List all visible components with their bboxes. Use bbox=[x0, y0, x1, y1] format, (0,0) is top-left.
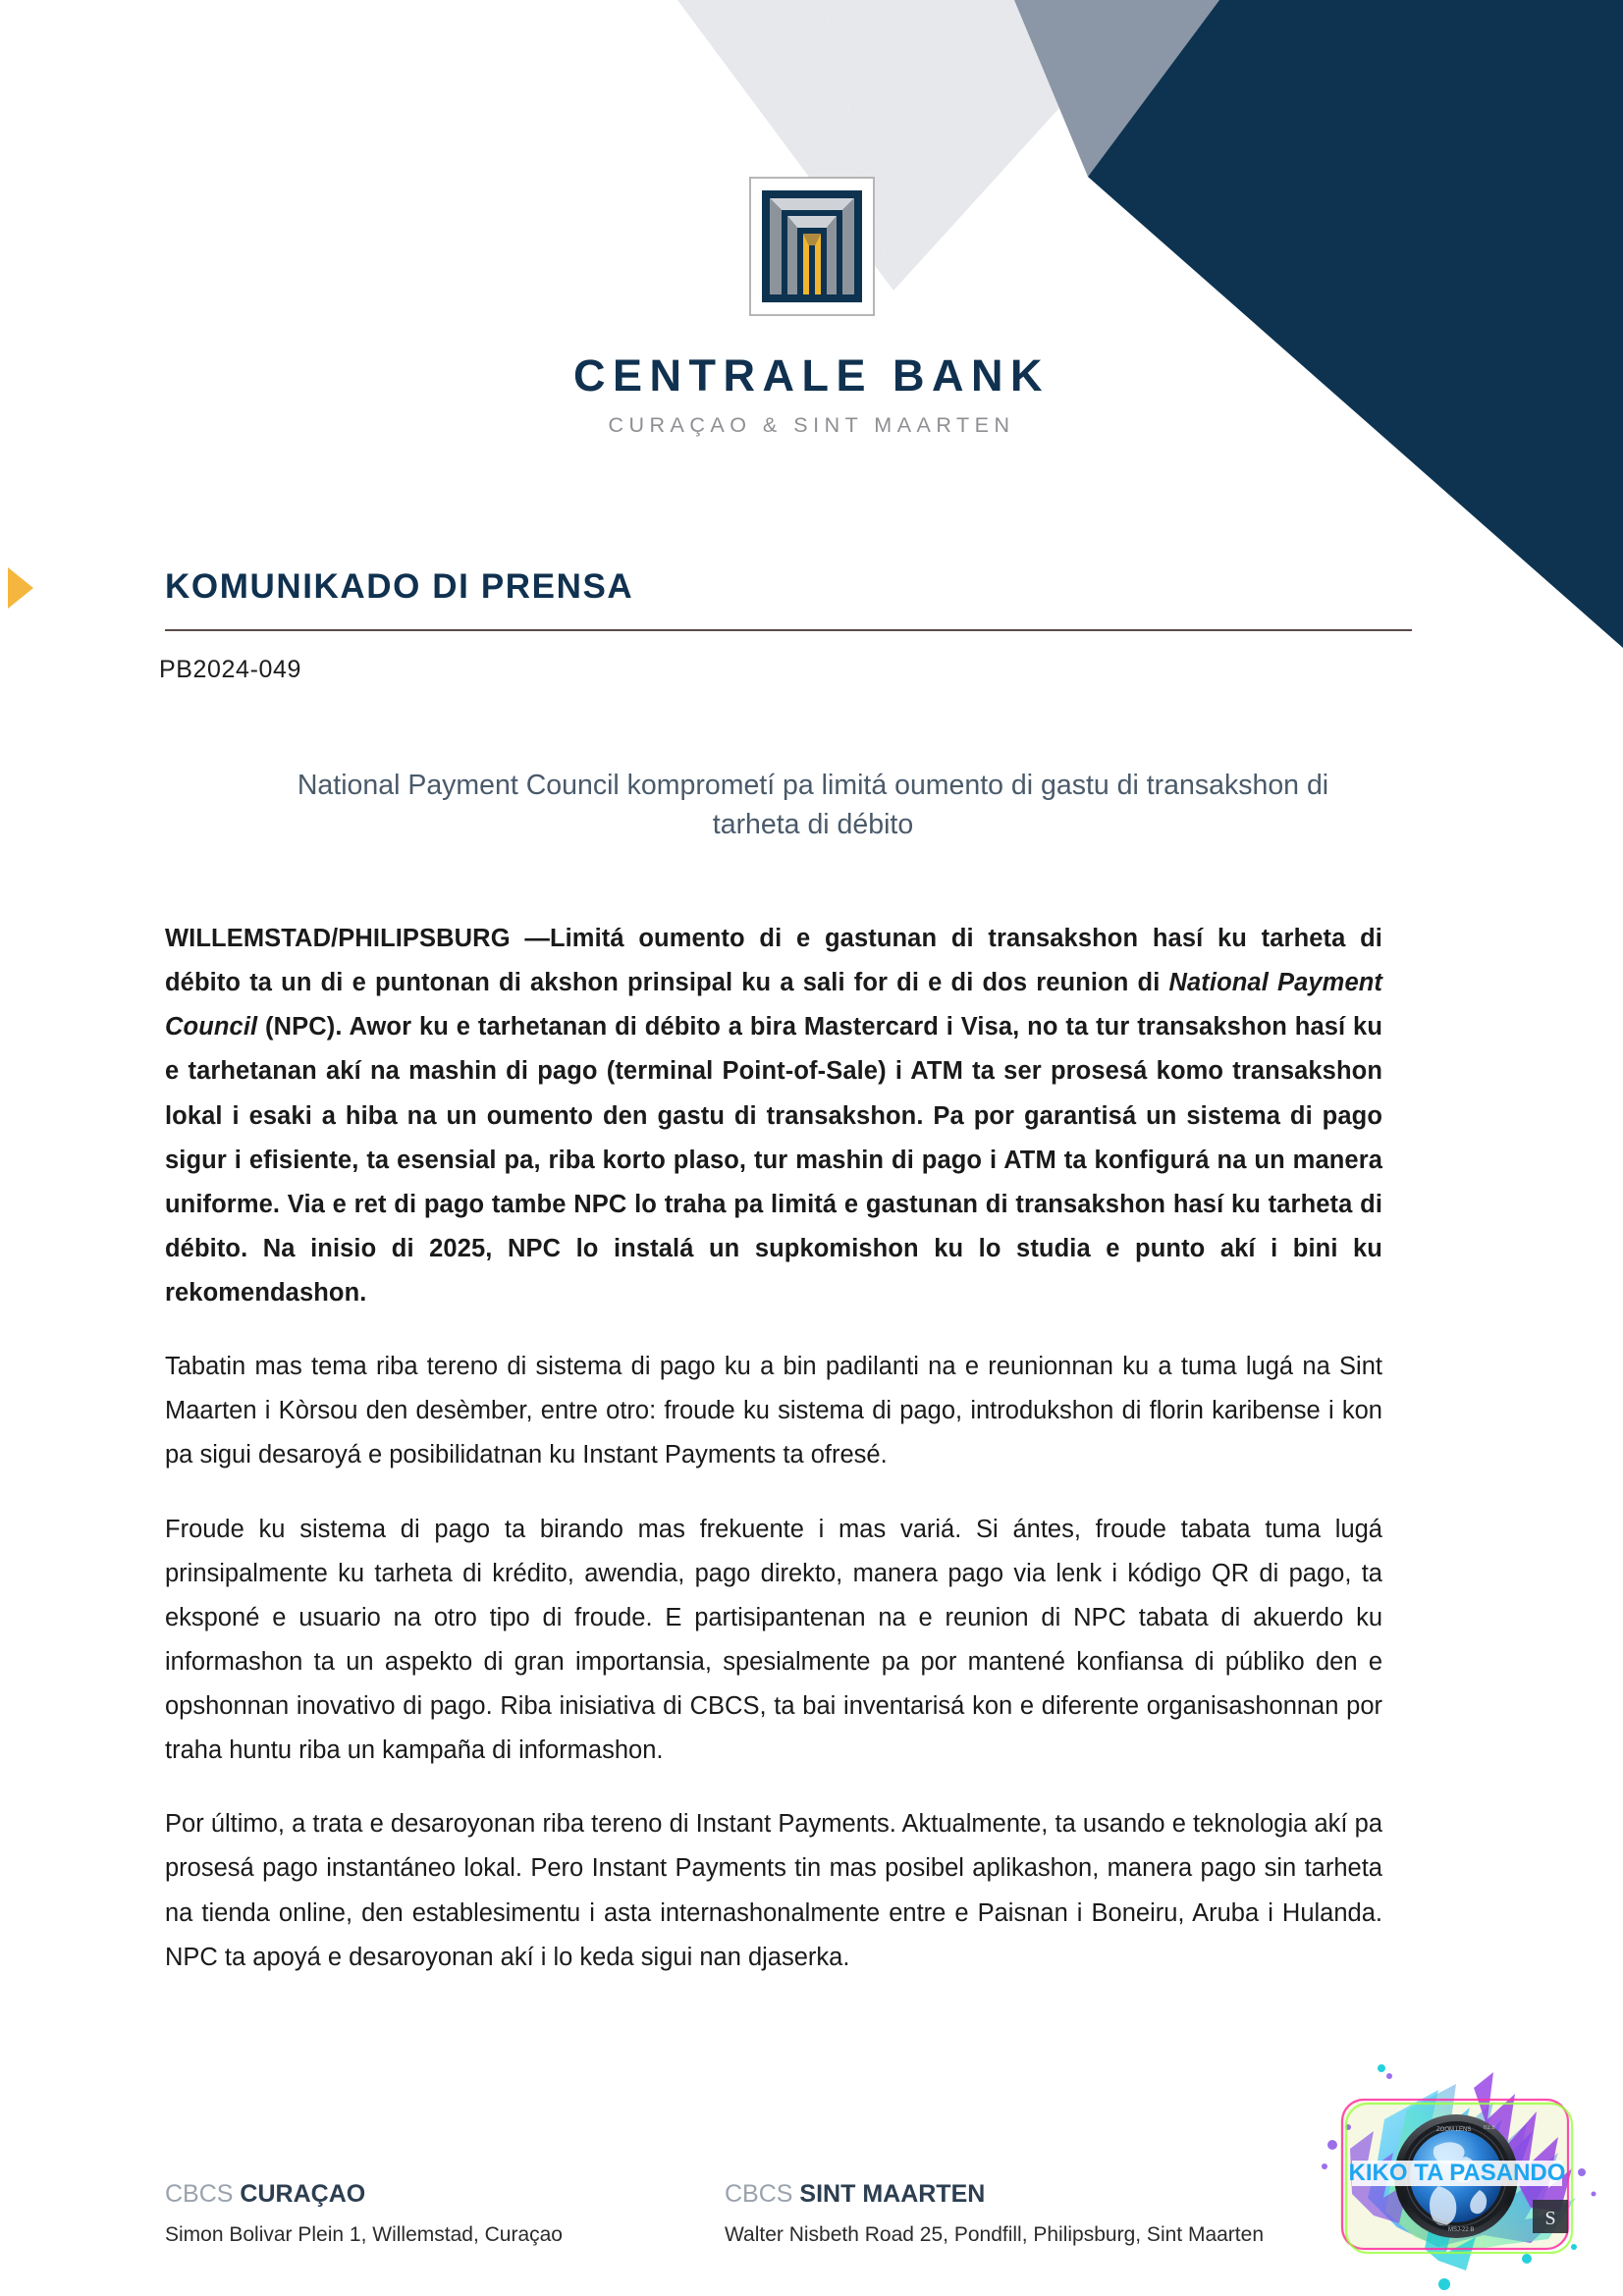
svg-text:f/2.8: f/2.8 bbox=[1484, 2125, 1495, 2131]
footer-address: Walter Nisbeth Road 25, Pondfill, Philipsburg, Sint Maarten bbox=[725, 2222, 1264, 2246]
footer-heading bbox=[725, 2181, 1264, 2209]
footer-prefix: CBCS bbox=[165, 2180, 234, 2208]
footer-heading bbox=[165, 2181, 563, 2209]
footer-column-curacao bbox=[165, 2181, 563, 2247]
svg-text:MSJ-22 B: MSJ-22 B bbox=[1448, 2227, 1475, 2233]
text-run: Froude ku sistema di pago ta birando mas frekuente i mas variá. Si ántes, froude tabata tuma lugá prinsipalmente ku tarheta di krédito, awendia, pago direkto, manera pago via lenk i kódigo QR di pago, ta eksponé e usuario na otro tipo di froude. E partisipantenan na e reunion di NPC tabata di akuerdo ku informashon ta un aspekto di gran importansia, spesialmente pa por mantené konfiansa di públiko den e opshonnan inovativo di pago. Riba inisiativa di CBCS, ta bai inventarisá kon e diferente organisashonnan por traha huntu riba un kampaña di informashon. bbox=[165, 1515, 1382, 1765]
article-body bbox=[165, 917, 1382, 2009]
text-run: (NPC). Awor ku e tarhetanan di débito a bira Mastercard i Visa, no ta tur transakshon hasí ku e tarhetanan akí na mashin di pago (terminal Point-of-Sale) i ATM ta ser prosesá komo transakshon lokal i esaki a hiba na un oumento den gastu di transakshon. Pa por garantisá un sistema di pago sigur i efisiente, ta esensial pa, riba korto plaso, tur mashin di pago i ATM ta konfigurá na un manera uniforme. Via e ret di pago tambe NPC lo traha pa limitá e gastunan di transakshon hasí ku tarheta di débito. Na inisio di 2025, NPC lo instalá un supkomishon ku lo studia e punto akí i bini ku rekomendashon. bbox=[165, 1013, 1382, 1307]
text-run: Tabatin mas tema riba tereno di sistema di pago ku a bin padilanti na e reunionnan ku a tuma lugá na Sint Maarten i Kòrsou den desèmber, entre otro: froude ku sistema di pago, introdukshon di florin karibense i kon pa sigui desaroyá e posibilidatnan ku Instant Payments ta ofresé. bbox=[165, 1353, 1382, 1469]
text-run: WILLEMSTAD/PHILIPSBURG —Limitá oumento di e gastunan di transakshon hasí ku tarheta di débito ta un di e puntonan di akshon prinsipal ku a sali for di e di dos reunion di bbox=[165, 925, 1382, 997]
svg-text:ZOOM LENS: ZOOM LENS bbox=[1436, 2127, 1472, 2133]
footer-prefix: CBCS bbox=[725, 2180, 793, 2208]
footer-location: CURAÇAO bbox=[240, 2180, 366, 2208]
body-paragraph bbox=[165, 1508, 1382, 1774]
kiko-ta-pasando-logo-icon bbox=[1291, 2051, 1615, 2296]
body-paragraph bbox=[165, 1345, 1382, 1477]
watermark-badge: S bbox=[1544, 2208, 1556, 2229]
press-release-number: PB2024-049 bbox=[159, 656, 302, 683]
press-release-label: KOMUNIKADO DI PRENSA bbox=[165, 567, 634, 606]
watermark-title: KIKO TA PASANDO bbox=[1348, 2160, 1566, 2186]
text-run: Por último, a trata e desaroyonan riba tereno di Instant Payments. Aktualmente, ta usando e teknologia akí pa prosesá pago instantáneo lokal. Pero Instant Payments tin mas posibel aplikashon, manera pago sin tarheta na tienda online, den establesimentu i asta internashonalmente entre e Paisnan i Boneiru, Aruba i Hulanda. NPC ta apoyá e desaroyonan akí i lo keda sigui nan djaserka. bbox=[165, 1810, 1382, 1971]
body-paragraph bbox=[165, 1802, 1382, 1980]
bank-logo-icon bbox=[749, 177, 875, 316]
footer-location: SINT MAARTEN bbox=[799, 2180, 986, 2208]
emphasis-run: National Payment Council bbox=[165, 969, 1382, 1041]
article-headline: National Payment Council komprometí pa limitá oumento di gastu di transakshon di tarheta di débito bbox=[297, 770, 1329, 841]
footer-address: Simon Bolivar Plein 1, Willemstad, Curaçao bbox=[165, 2222, 563, 2246]
brand-subtitle: CURAÇAO & SINT MAARTEN bbox=[608, 413, 1015, 437]
brand-logo-block bbox=[0, 177, 1623, 437]
title-divider bbox=[165, 629, 1412, 631]
footer-column-sint-maarten bbox=[725, 2181, 1264, 2247]
brand-name: CENTRALE BANK bbox=[573, 350, 1050, 400]
body-paragraph bbox=[165, 917, 1382, 1315]
orange-triangle-marker-icon bbox=[8, 567, 33, 609]
